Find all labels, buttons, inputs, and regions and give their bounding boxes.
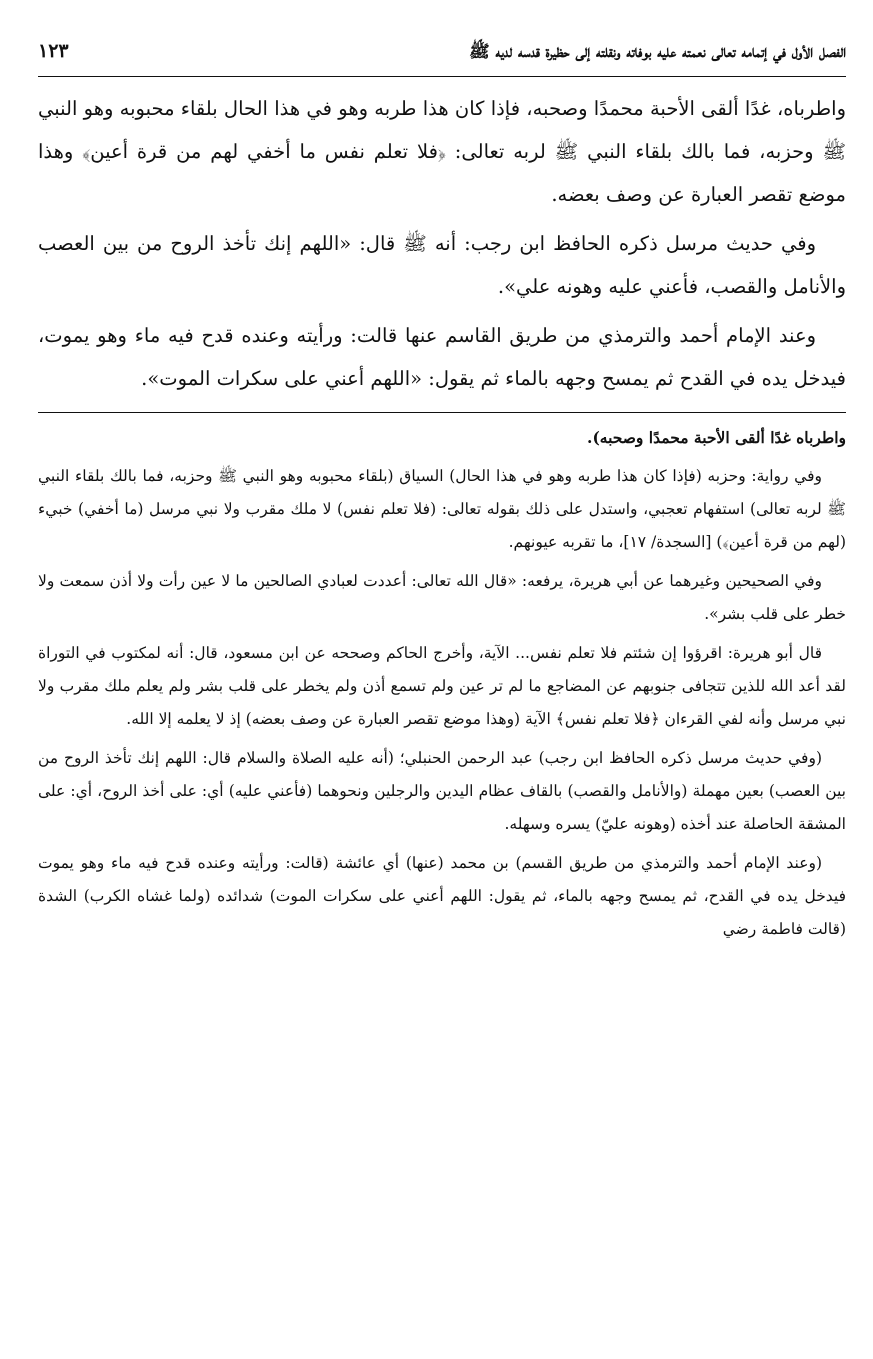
commentary-paragraph: وفي الصحيحين وغيرهما عن أبي هريرة، يرفعه: «قال الله تعالى: أعددت لعبادي الصالحين ما لا عين رأت ولا أذن سمعت ولا خطر على قلب بشر». <box>38 572 846 623</box>
commentary-paragraph: قال أبو هريرة: اقرؤوا إن شئتم فلا تعلم نفس... الآية، وأخرج الحاكم وصححه عن ابن مسعود، قال: أنه لمكتوب في التوراة لقد أعد الله للذين تتجافى جنوبهم عن المضاجع ما لم تر عين ولم تسمع أذن ولم يخطر على قلب بشر ولم يعلم ملك مقرب ولا نبي مرسل وأنه لفي القرءان ﴿فلا تعلم نفس﴾ الآية (وهذا موضع تقصر العبارة عن وصف بعضه) إذ لا يعلمه إلا الله. <box>38 644 846 728</box>
book-page <box>38 40 846 952</box>
commentary-paragraph: واطرباه غدًا ألقى الأحبة محمدًا وصحبه). <box>587 428 846 447</box>
commentary-text <box>38 421 846 946</box>
chapter-title: الفصل الأول في إتمامه تعالى نعمته عليه بوفاته ونقلته إلى حظيرة قدسه لديه ﷺ <box>469 42 846 62</box>
header-rule <box>38 76 846 77</box>
running-header <box>38 40 846 76</box>
main-text <box>38 87 846 400</box>
commentary-divider <box>38 412 846 413</box>
main-paragraph: واطرباه، غدًا ألقى الأحبة محمدًا وصحبه، فإذا كان هذا طربه وهو في هذا الحال بلقاء محبوبه وهو النبي ﷺ وحزبه، فما بالك بلقاء النبي ﷺ لربه تعالى: ﴿فلا تعلم نفس ما أخفي لهم من قرة أعين﴾ وهذا موضع تقصر العبارة عن وصف بعضه. <box>38 97 846 206</box>
commentary-paragraph: وفي رواية: وحزبه (فإذا كان هذا طربه وهو في هذا الحال) السياق (بلقاء محبوبه وهو النبي ﷺ وحزبه، فما بالك بلقاء النبي ﷺ لربه تعالى) استفهام تعجبي، واستدل على ذلك بقوله تعالى: (فلا تعلم نفس) لا ملك مقرب ولا نبي مرسل (ما أخفي) خبيء (لهم من قرة أعين﴾) [السجدة/ ١٧]، ما تقربه عيونهم. <box>38 467 846 551</box>
commentary-paragraph: (وعند الإمام أحمد والترمذي من طريق القسم) بن محمد (عنها) أي عائشة (قالت: ورأيته وعنده قدح فيه ماء وهو يموت فيدخل يده في القدح، ثم يمسح وجهه بالماء، ثم يقول: اللهم أعني على سكرات الموت) شدائده (ولما غشاه الكرب) الشدة (قالت فاطمة رضي <box>38 854 846 938</box>
main-paragraph: وعند الإمام أحمد والترمذي من طريق القاسم عنها قالت: ورأيته وعنده قدح فيه ماء وهو يموت، فيدخل يده في القدح ثم يمسح وجهه بالماء ثم يقول: «اللهم أعني على سكرات الموت». <box>38 324 846 390</box>
page-number: ١٢٣ <box>38 40 69 62</box>
main-paragraph: وفي حديث مرسل ذكره الحافظ ابن رجب: أنه ﷺ قال: «اللهم إنك تأخذ الروح من بين العصب والأنامل والقصب، فأعني عليه وهونه علي». <box>38 232 846 298</box>
commentary-paragraph: (وفي حديث مرسل ذكره الحافظ ابن رجب) عبد الرحمن الحنبلي؛ (أنه عليه الصلاة والسلام قال: اللهم إنك تأخذ الروح من بين العصب) بعين مهملة (والأنامل والقصب) بالقاف عظام اليدين والرجلين ونحوهما (فأعني عليه) أي: على أخذ الروح، أي: على المشقة الحاصلة عند أخذه (وهونه عليّ) يسره وسهله. <box>38 749 846 833</box>
